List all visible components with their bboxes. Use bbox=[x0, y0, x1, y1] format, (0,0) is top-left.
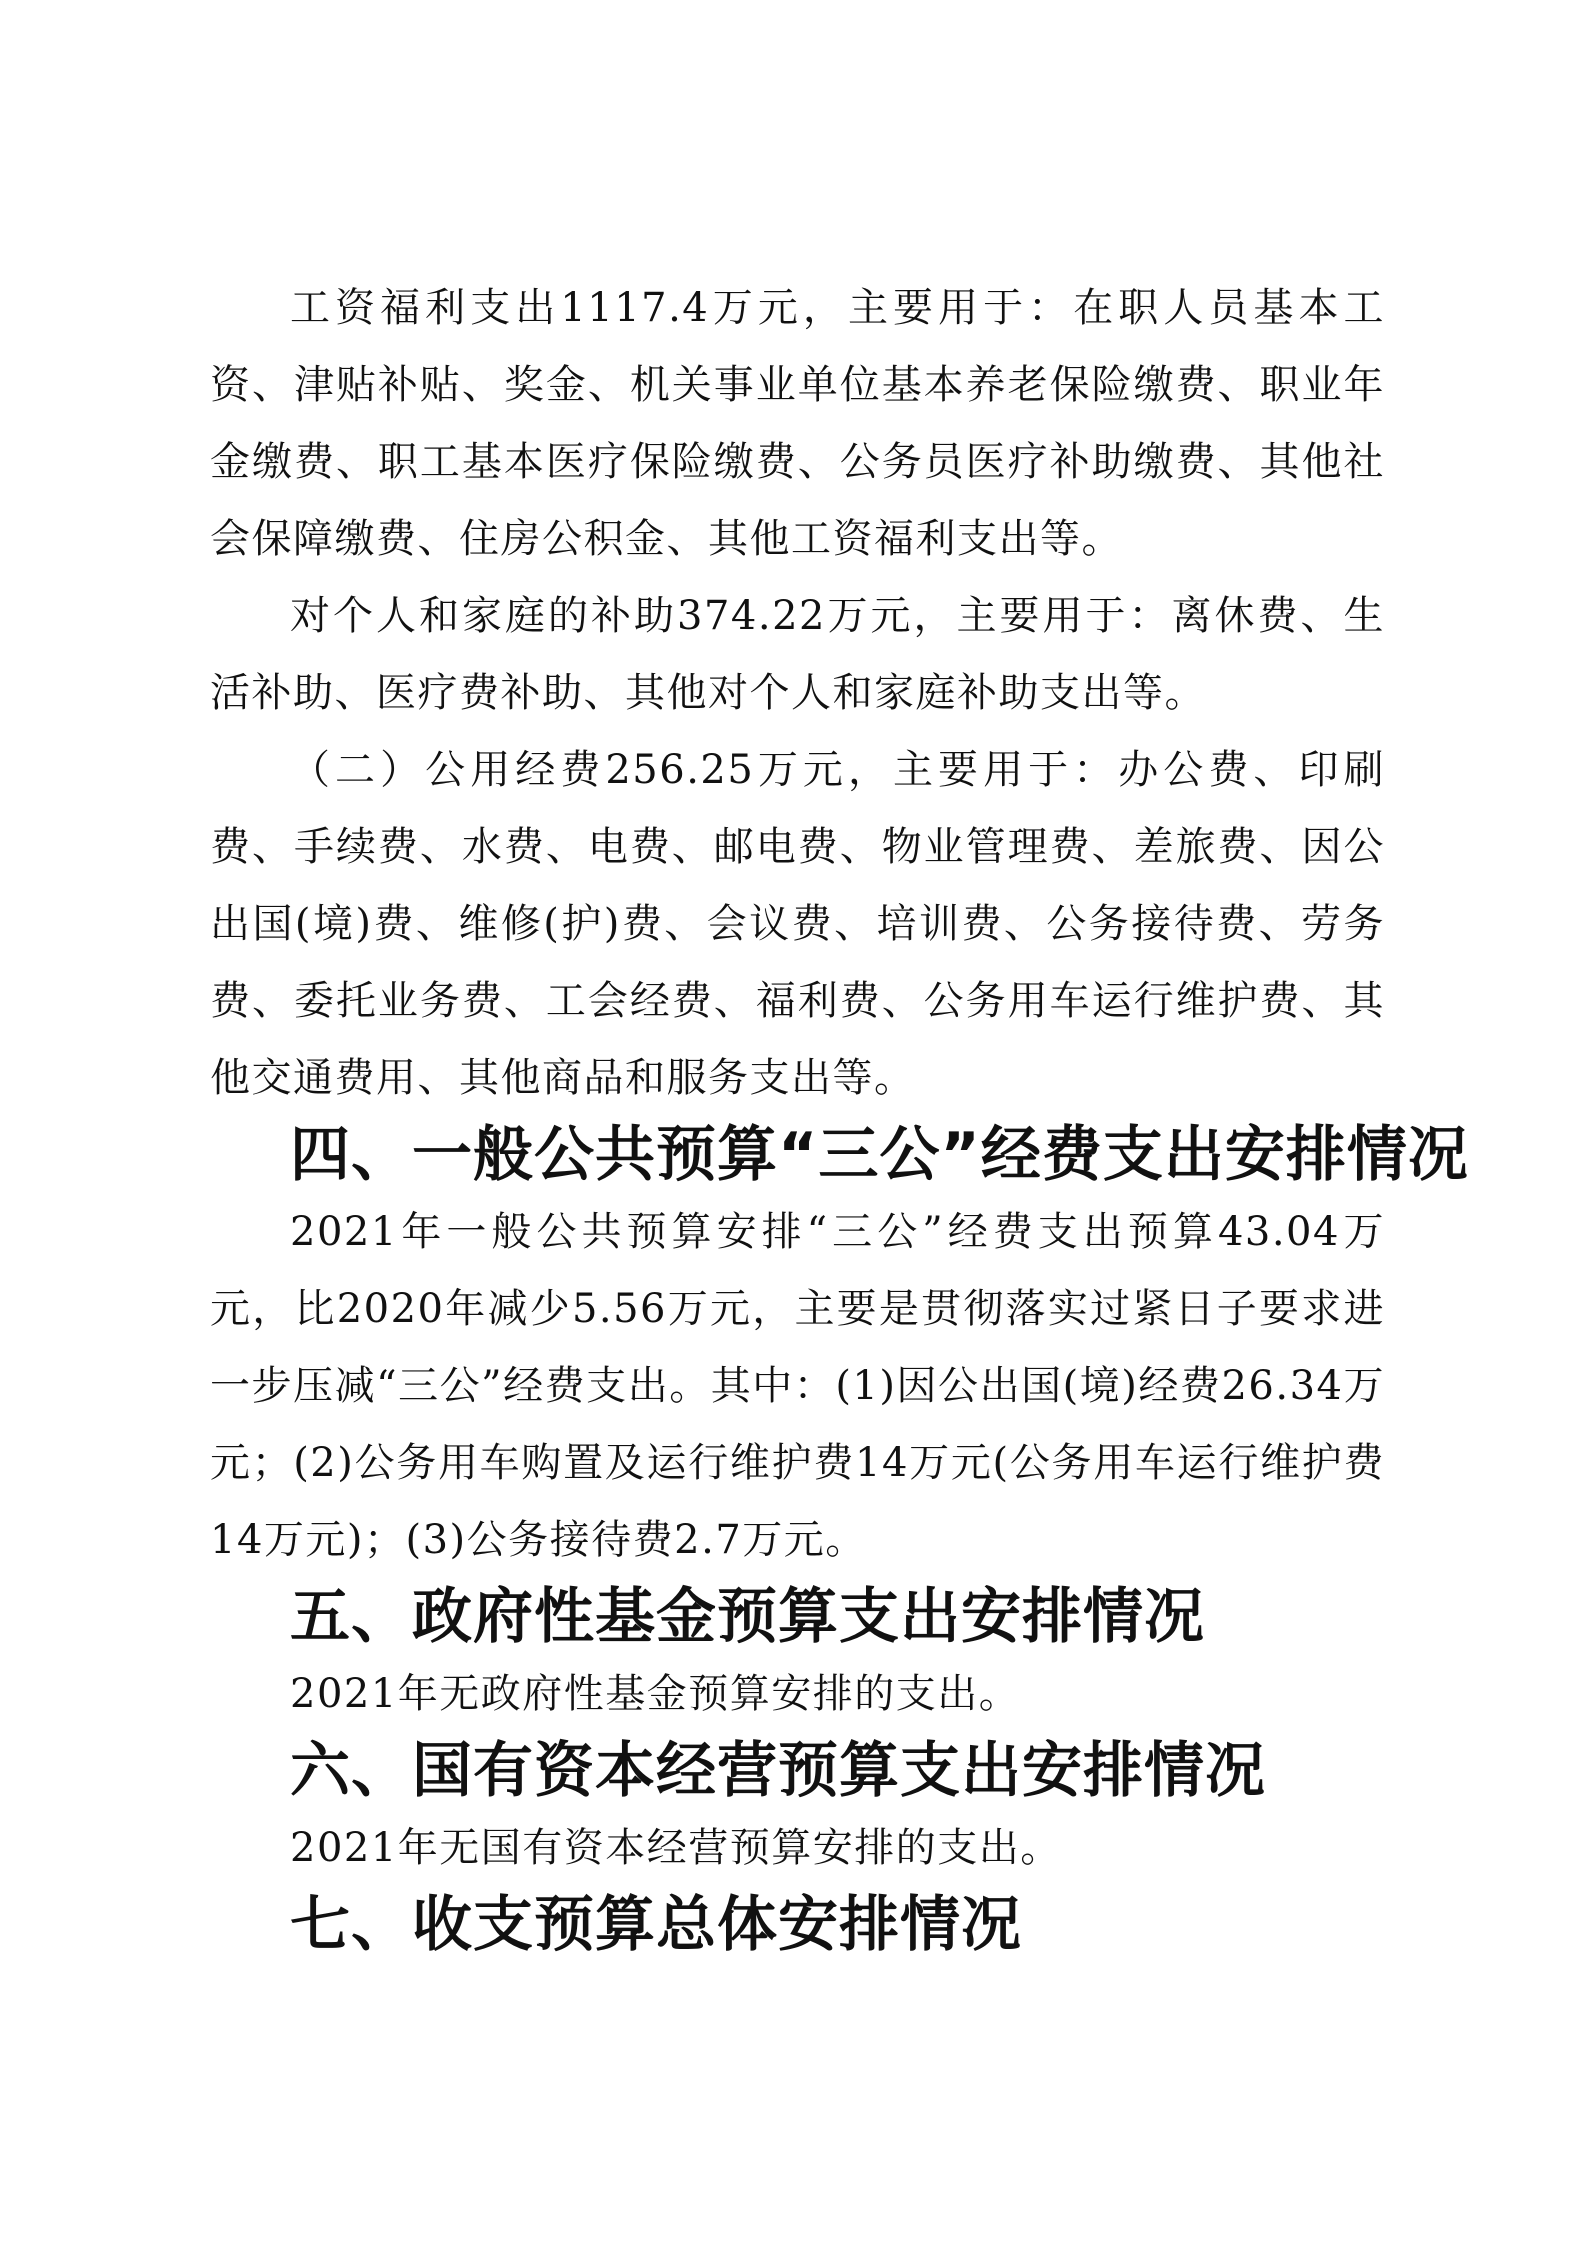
paragraph-public-expense: （二）公用经费256.25万元，主要用于：办公费、印刷费、手续费、水费、电费、邮电费、物业管理费、差旅费、因公出国(境)费、维修(护)费、会议费、培训费、公务接待费、劳务费、委托业务费、工会经费、福利费、公务用车运行维护费、其他交通费用、其他商品和服务支出等。 bbox=[210, 747, 1385, 1101]
paragraph-individual-subsidy: 对个人和家庭的补助374.22万元，主要用于：离休费、生活补助、医疗费补助、其他对个人和家庭补助支出等。 bbox=[210, 593, 1385, 716]
paragraph-salary-expenditure: 工资福利支出1117.4万元，主要用于：在职人员基本工资、津贴补贴、奖金、机关事业单位基本养老保险缴费、职业年金缴费、职工基本医疗保险缴费、公务员医疗补助缴费、其他社会保障缴费、住房公积金、其他工资福利支出等。 bbox=[210, 285, 1385, 562]
section-heading-state-capital-budget: 六、国有资本经营预算支出安排情况 bbox=[290, 1736, 1266, 1806]
paragraph-three-public-expenses: 2021年一般公共预算安排“三公”经费支出预算43.04万元，比2020年减少5.56万元，主要是贯彻落实过紧日子要求进一步压减“三公”经费支出。其中：(1)因公出国(境)经费26.34万元；(2)公务用车购置及运行维护费14万元(公务用车运行维护费14万元)；(3)公务接待费2.7万元。 bbox=[210, 1209, 1385, 1563]
paragraph-government-fund-budget: 2021年无政府性基金预算安排的支出。 bbox=[290, 1671, 1021, 1717]
section-heading-overall-budget: 七、收支预算总体安排情况 bbox=[290, 1890, 1022, 1960]
section-heading-government-fund-budget: 五、政府性基金预算支出安排情况 bbox=[290, 1582, 1205, 1652]
paragraph-state-capital-budget: 2021年无国有资本经营预算安排的支出。 bbox=[290, 1825, 1062, 1871]
section-heading-three-public-expenses: 四、一般公共预算“三公”经费支出安排情况 bbox=[290, 1120, 1469, 1190]
document-body bbox=[210, 270, 1469, 1964]
